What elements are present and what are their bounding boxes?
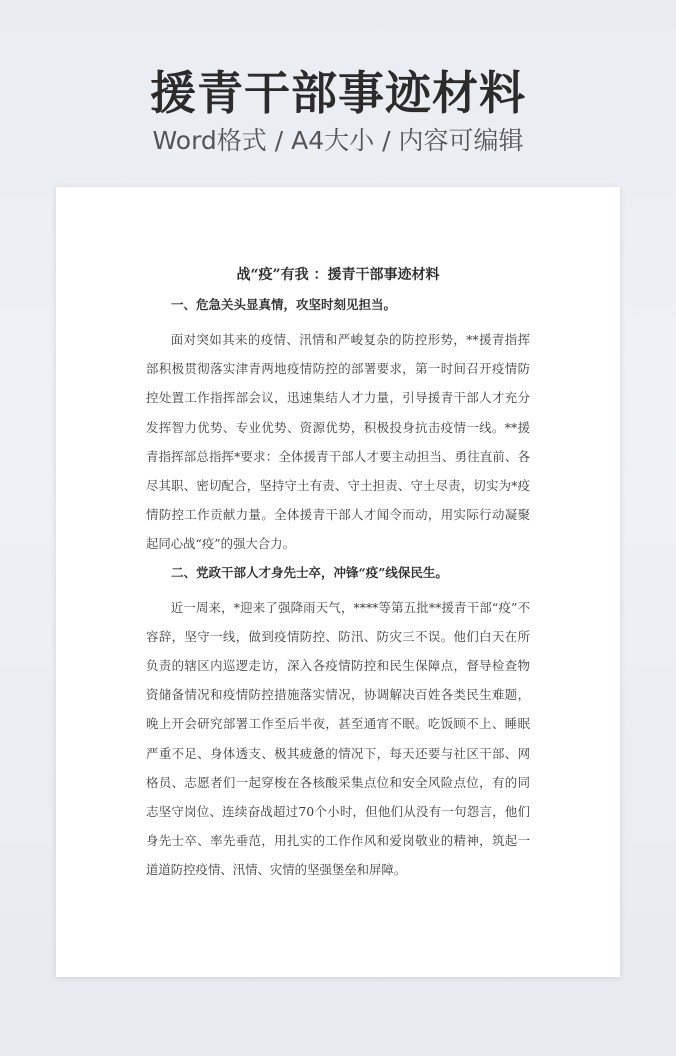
- section-paragraph-1: 面对突如其来的疫情、汛情和严峻复杂的防控形势，**援青指挥部积极贯彻落实津青两地疫情防控的部署要求，第一时间召开疫情防控处置工作指挥部会议，迅速集结人才力量，引导援青干部人才充分发挥智力优势、专业优势、资源优势，积极投身抗击疫情一线。**援青指挥部总指挥*要求：全体援青干部人才要主动担当、勇往直前、各尽其职、密切配合，坚持守土有责、守土担责、守土尽责，切实为*疫情防控工作贡献力量。全体援青干部人才闻令而动，用实际行动凝聚起同心战“疫”的强大合力。: [146, 332, 530, 552]
- document-body: [146, 265, 530, 889]
- banner-subtitle: Word格式 / A4大小 / 内容可编辑: [152, 126, 524, 155]
- document-title: 战“疫”有我 ：援青干部事迹材料: [236, 267, 440, 283]
- banner: [0, 64, 676, 158]
- section-heading-2: 二、党政干部人才身先士卒，冲锋“疫”线保民生。: [171, 564, 448, 580]
- section-heading-1: 一、危急关头显真情，攻坚时刻见担当。: [171, 297, 397, 312]
- document-page: [56, 187, 620, 977]
- section-paragraph-2: 近一周来，*迎来了强降雨天气，****等第五批**援青干部“疫”不容辞，坚守一线，做到疫情防控、防汛、防灾三不误。他们白天在所负责的辖区内巡逻走访，深入各疫情防控和民生保障点，督导检查物资储备情况和疫情防控措施落实情况，协调解决百姓各类民生难题，晚上开会研究部署工作至后半夜，甚至通宵不眠。吃饭顾不上、睡眠严重不足、身体透支、极其疲惫的情况下，每天还要与社区干部、网格员、志愿者们一起穿梭在各核酸采集点位和安全风险点位，有的同志坚守岗位、连续奋战超过70个小时，但他们从没有一句怨言，他们身先士卒、率先垂范，用扎实的工作作风和爱岗敬业的精神，筑起一道道防控疫情、汛情、灾情的坚强堡垒和屏障。: [146, 599, 530, 878]
- banner-title: 援青干部事迹材料: [150, 66, 526, 120]
